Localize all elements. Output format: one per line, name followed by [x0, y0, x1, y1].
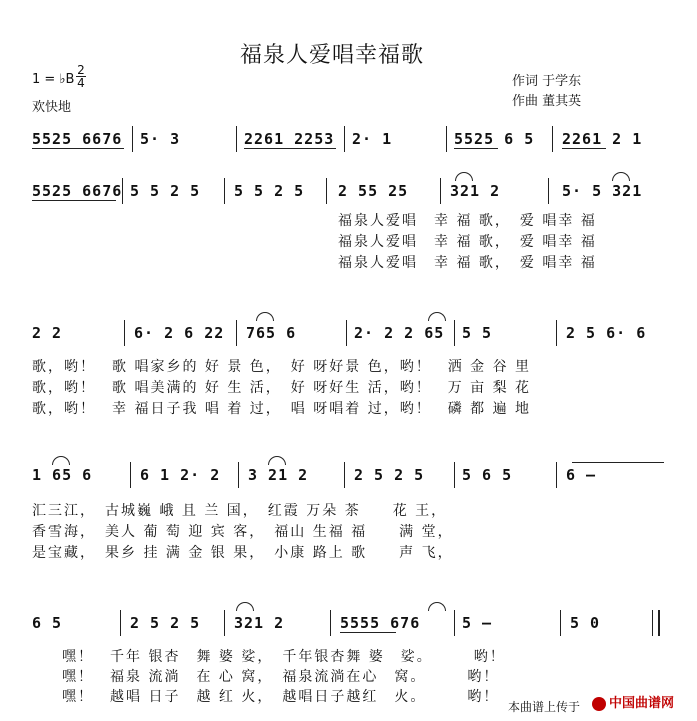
song-title: 福泉人爱唱幸福歌 [240, 43, 425, 68]
lyric-line-3: 是宝藏， 果乡 挂 满 金 银 果， 小康 路上 歌 声 飞， [32, 545, 454, 561]
underline [32, 200, 116, 201]
measure: 5· 5 321 [562, 182, 643, 200]
measure: 5525 6676 [32, 130, 123, 148]
barline [236, 126, 237, 152]
tie-mark [428, 602, 446, 611]
measure: 5 0 [570, 614, 601, 632]
notes-row [0, 320, 697, 348]
barline [224, 178, 225, 204]
barline [652, 610, 653, 636]
lyric-line-1: 嘿！ 千年 银杏 舞 婆 娑， 千年银杏舞 婆 娑。 哟！ [62, 649, 506, 665]
lyric-line-3: 嘿！ 越唱 日子 越 红 火， 越唱日子越红 火。 哟！ [62, 689, 500, 705]
measure: 2 5 2 5 [354, 466, 425, 484]
key-signature: 1 = ♭B [32, 72, 75, 87]
barline [344, 462, 345, 488]
lyric-line-3: 福泉人爱唱 幸 福 歌， 爱 唱幸 福 [338, 255, 597, 271]
measure: 5 5 [462, 324, 493, 342]
tempo-marking: 欢快地 [32, 100, 72, 115]
barline [446, 126, 447, 152]
measure: 3 21 2 [248, 466, 309, 484]
measure: 6 5 [32, 614, 63, 632]
logo-text: 中国曲谱网 [609, 696, 675, 711]
notes-row [0, 178, 697, 206]
tie-mark [52, 456, 70, 465]
barline [560, 610, 561, 636]
lyric-line-3: 歌，哟！ 幸 福日子我 唱 着 过， 唱 呀唱着 过，哟！ 磷 都 遍 地 [32, 401, 532, 417]
measure: 2 55 25 [338, 182, 409, 200]
barline [548, 178, 549, 204]
barline [454, 320, 455, 346]
lyric-line-1: 福泉人爱唱 幸 福 歌， 爱 唱幸 福 [338, 213, 597, 229]
measure: 5 – [462, 614, 493, 632]
tie-mark [612, 172, 630, 181]
measure: 6· 2 6 22 [134, 324, 225, 342]
barline [122, 178, 123, 204]
measure: 321 2 [234, 614, 285, 632]
lyric-line-2: 嘿！ 福泉 流淌 在 心 窝， 福泉流淌在心 窝。 哟！ [62, 669, 500, 685]
tie-mark [428, 312, 446, 321]
composer: 作曲 董其英 [512, 94, 582, 109]
measure: 5 5 2 5 [130, 182, 201, 200]
measure: 1 65 6 [32, 466, 93, 484]
barline [556, 462, 557, 488]
barline [326, 178, 327, 204]
barline [552, 126, 553, 152]
barline [440, 178, 441, 204]
measure: 2261 2 1 [562, 130, 643, 148]
measure: 2· 2 2 65 [354, 324, 445, 342]
measure: 2 5 6· 6 [566, 324, 647, 342]
lyric-line-2: 福泉人爱唱 幸 福 歌， 爱 唱幸 福 [338, 234, 597, 250]
barline [132, 126, 133, 152]
barline [344, 126, 345, 152]
lyric-line-2: 香雪海， 美人 葡 萄 迎 宾 客， 福山 生福 福 满 堂， [32, 524, 454, 540]
barline [346, 320, 347, 346]
underline [454, 148, 498, 149]
barline [120, 610, 121, 636]
tie-mark [256, 312, 274, 321]
tie-mark [455, 172, 473, 181]
lyricist: 作词 于学东 [512, 74, 582, 89]
barline [330, 610, 331, 636]
measure: 5 5 2 5 [234, 182, 305, 200]
measure: 2 2 [32, 324, 63, 342]
measure: 5555 676 [340, 614, 421, 632]
logo-icon [592, 697, 606, 711]
measure: 5525 6 5 [454, 130, 535, 148]
notes-row [0, 610, 697, 638]
lyric-line-2: 歌，哟！ 歌 唱美满的 好 生 活， 好 呀好生 活，哟！ 万 亩 梨 花 [32, 380, 532, 396]
upload-credit: 本曲谱上传于 [508, 700, 581, 714]
time-signature-bottom: 4 [77, 76, 85, 90]
lyric-line-1: 汇三江， 古城巍 峨 且 兰 国， 红霞 万朵 茶 花 王， [32, 503, 448, 519]
measure: 2261 2253 [244, 130, 335, 148]
measure: 5· 3 [140, 130, 181, 148]
barline [454, 610, 455, 636]
underline [32, 148, 124, 149]
tie-mark [268, 456, 286, 465]
barline [130, 462, 131, 488]
measure: 5525 6676 [32, 182, 123, 200]
tie-mark [236, 602, 254, 611]
underline [244, 148, 336, 149]
measure: 2· 1 [352, 130, 393, 148]
lyric-line-1: 歌，哟！ 歌 唱家乡的 好 景 色， 好 呀好景 色，哟！ 洒 金 谷 里 [32, 359, 532, 375]
measure: 321 2 [450, 182, 501, 200]
notes-row [0, 462, 697, 490]
notes-row [0, 126, 697, 154]
time-signature-top: 2 [77, 63, 85, 77]
barline [124, 320, 125, 346]
measure: 6 – [566, 466, 597, 484]
underline [562, 148, 606, 149]
underline [340, 632, 396, 633]
measure: 765 6 [246, 324, 297, 342]
barline [236, 320, 237, 346]
measure: 5 6 5 [462, 466, 513, 484]
barline [556, 320, 557, 346]
measure: 6 1 2· 2 [140, 466, 221, 484]
final-barline [658, 610, 660, 636]
barline [454, 462, 455, 488]
barline [224, 610, 225, 636]
measure: 2 5 2 5 [130, 614, 201, 632]
site-logo[interactable] [592, 692, 696, 718]
barline [238, 462, 239, 488]
time-signature [76, 64, 86, 89]
tie-line [572, 462, 664, 463]
